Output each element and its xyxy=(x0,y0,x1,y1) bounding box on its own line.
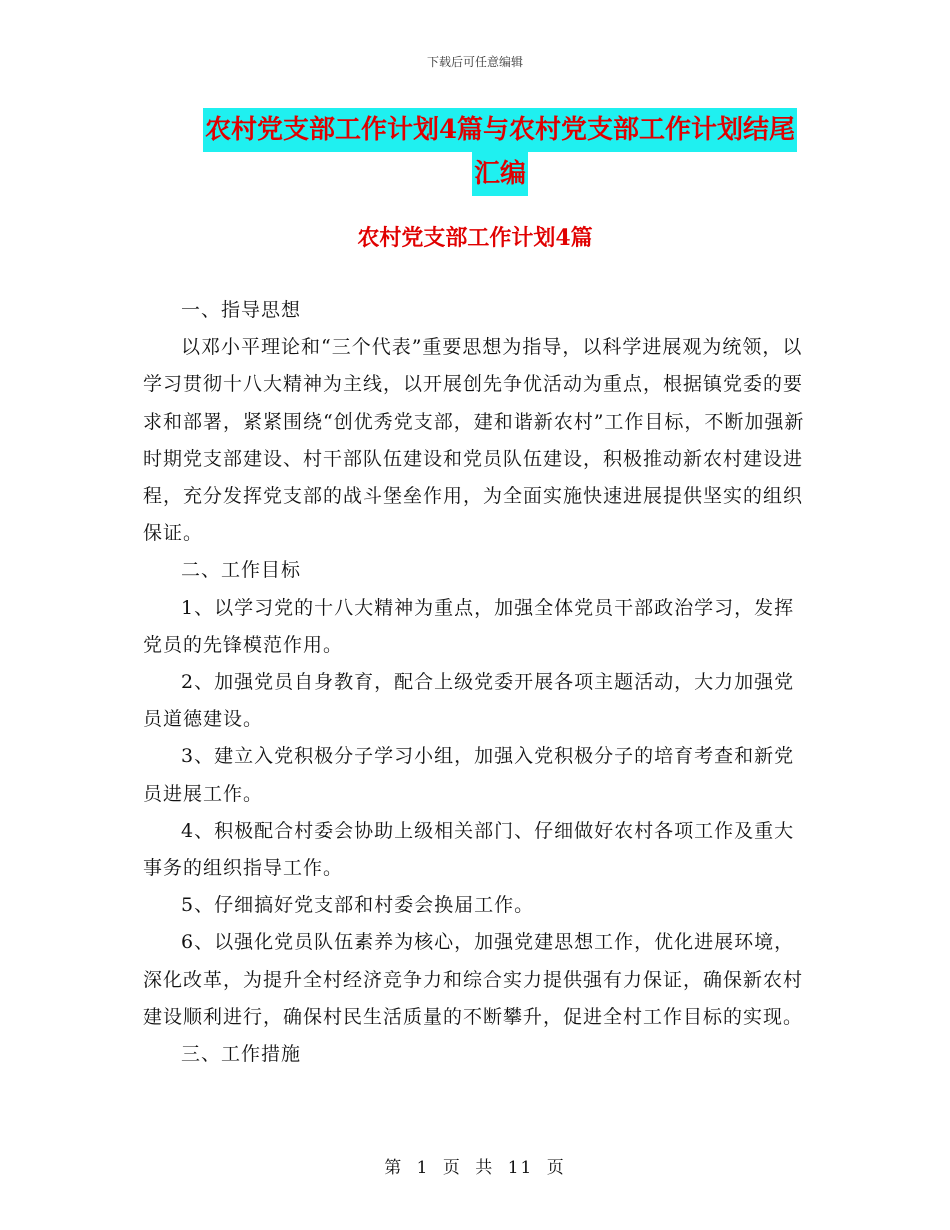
heading-work-goals: 二、工作目标 xyxy=(181,559,302,582)
section-subtitle: 农村党支部工作计划4篇 xyxy=(357,225,593,251)
list-item-goal-2: 2、加强党员自身教育，配合上级党委开展各项主题活动，大力加强党员道德建设。 xyxy=(143,671,795,731)
document-body xyxy=(143,292,808,1073)
heading-work-measures: 三、工作措施 xyxy=(181,1043,302,1066)
list-item-goal-3: 3、建立入党积极分子学习小组，加强入党积极分子的培育考查和新党员进展工作。 xyxy=(143,745,795,805)
title-line-1: 农村党支部工作计划4篇与农村党支部工作计划结尾 xyxy=(203,108,797,152)
paragraph-guiding-ideology: 以邓小平理论和“三个代表”重要思想为指导，以科学进展观为统领，以学习贯彻十八大精神为主线，以开展创先争优活动为重点，根据镇党委的要求和部署，紧紧围绕“创优秀党支部，建和谐新农村”工作目标，不断加强新时期党支部建设、村干部队伍建设和党员队伍建设，积极推动新农村建设进程，充分发挥党支部的战斗堡垒作用，为全面实施快速进展提供坚实的组织保证。 xyxy=(143,336,805,545)
list-item-goal-1: 1、以学习党的十八大精神为重点，加强全体党员干部政治学习，发挥党员的先锋模范作用。 xyxy=(143,596,795,656)
header-note: 下载后可任意编辑 xyxy=(426,55,523,69)
list-item-goal-5: 5、仔细搞好党支部和村委会换届工作。 xyxy=(181,894,535,917)
document-title xyxy=(150,108,850,196)
list-item-goal-6: 6、以强化党员队伍素养为核心，加强党建思想工作，优化进展环境，深化改革，为提升全村经济竞争力和综合实力提供强有力保证，确保新农村建设顺利进行，确保村民生活质量的不断攀升，促进全村工作目标的实现。 xyxy=(143,931,804,1028)
page-indicator: 第 1 页 共 11 页 xyxy=(384,1158,566,1178)
list-item-goal-4: 4、积极配合村委会协助上级相关部门、仔细做好农村各项工作及重大事务的组织指导工作。 xyxy=(143,819,795,880)
heading-guiding-ideology: 一、指导思想 xyxy=(181,299,302,321)
title-line-2: 汇编 xyxy=(472,152,528,196)
